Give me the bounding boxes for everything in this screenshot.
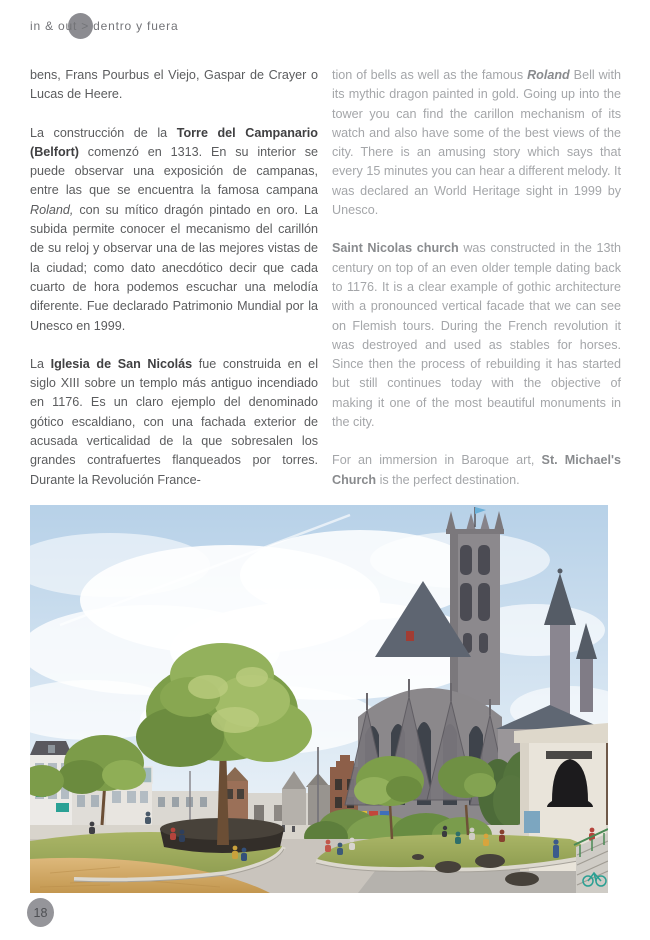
paragraph: tion of bells as well as the famous Roland Bell with its mythic dragon painted in gold. Going up into the tower you can find the carillon mechanism of its watch and also have some of the best views of the city. There is an amusing story which says that every 15 minutes you can hear a different melody. It was declared an World Heritage sight in 1999 by Unesco. xyxy=(332,68,621,218)
paragraph: bens, Frans Pourbus el Viejo, Gaspar de Crayer o Lucas de Heere. xyxy=(30,68,318,102)
article-column-left xyxy=(30,66,318,490)
paragraph: La construcción de la Torre del Campanario (Belfort) comenzó en 1313. En su interior se puede observar una exposición de campanas, entre las que se encuentra la famosa campana Roland, con su mítico dragón pintado en oro. La subida permite conocer el mecanismo del carillón de su reloj y observar una de las mejores vistas de la ciudad; como dato anecdótico decir que cada cuarto de hora podemos escuchar una melodía diferente. Fue declarado Patrimonio Mundial por la Unesco en 1999. xyxy=(30,125,319,333)
page-number-badge xyxy=(27,898,54,927)
photo-illustration xyxy=(30,505,608,893)
paragraph: La Iglesia de San Nicolás fue construida en el siglo XIII sobre un templo más antiguo incendiado en 1176. Es un claro ejemplo del denominado gótico escaldiano, con una fachada exterior de acusada verticalidad de la que sobresalen los grandes contrafuertes flanqueados por torres. Durante la Revolución France- xyxy=(30,356,318,487)
paragraph: For an immersion in Baroque art, St. Michael's Church is the perfect destination. xyxy=(332,453,621,487)
section-label: in & out > dentro y fuera xyxy=(30,19,179,33)
article-column-right xyxy=(332,66,621,490)
page-number: 18 xyxy=(33,905,48,920)
paragraph: Saint Nicolas church was constructed in the 13th century on top of an even older temple dating back to 1176. It is a clear example of gothic architecture with a pronounced vertical facade that we can see on Flemish tours. During the French revolution it was destroyed and used as stables for horses. Since then the process of rebuilding it has started but still continues today with the objective of making it one of the most beautiful monuments in the city. xyxy=(332,241,621,430)
photo-st-nicolas-church xyxy=(30,505,608,893)
